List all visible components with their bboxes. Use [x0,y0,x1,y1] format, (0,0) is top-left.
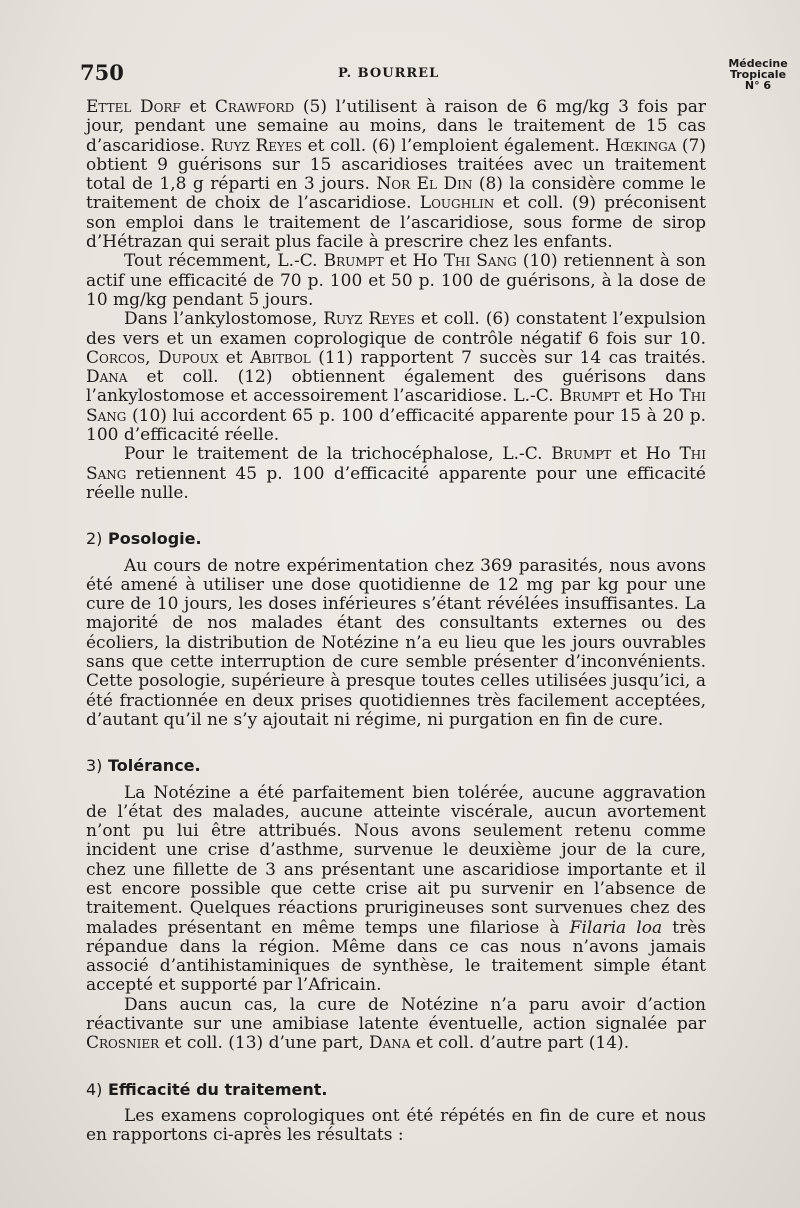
author-name: Loughlin [419,193,495,214]
species-name: Filaria loa [569,917,663,938]
author-name: Corcos [86,347,146,368]
journal-tag [724,58,792,91]
author-name: Brumpt [323,251,384,272]
author-name: Brumpt [551,444,612,465]
author-name: Crosnier [86,1033,160,1054]
author-name: Dupoux [157,347,219,368]
paragraph-amibiase: Dans aucun cas, la cure de Notézine n’a paru avoir d’action réactivante sur une amibiase latente éventuelle, action signalée par Crosnier et coll. (13) d’une part, Dana et coll. d’autre part (14). [86,994,706,1054]
author-name: Abitbol [250,347,311,368]
paragraph-recent-results: Tout récemment, L.-C. Brumpt et Ho Thi Sang (10) retiennent à son actif une efficacité de 70 p. 100 et 50 p. 100 de guérisons, à la dose de 10 mg/kg pendant 5 jours. [86,251,706,310]
author-name: Brumpt [559,386,620,407]
author-name: Thi Sang [86,386,706,426]
page-number: 750 [80,60,124,85]
paragraph-tolerance: La Notézine a été parfaitement bien tolérée, aucune aggravation de l’état des malades, aucune atteinte viscérale, aucun avortement n’ont pu lui être attribués. Nous avons seulement retenu comme incident une crise d’asthme, survenue le deuxième jour de la cure, chez une fillette de 3 ans présentant une ascaridiose importante et il est encore possible que cette crise ait pu survenir en l’absence de traitement. Quelques réactions prurigineuses sont survenues chez des malades présentant en même temps une filariose à Filaria loa très répandue dans la région. Même dans ce cas nous n’avons jamais associé d’antihistaminiques de synthèse, le traitement simple étant accepté et supporté par l’Africain. [86,782,706,996]
body-text [86,98,706,1146]
paragraph-posologie: Au cours de notre expérimentation chez 369 parasités, nous avons été amené à utiliser une dose quotidienne de 12 mg par kg pour une cure de 10 jours, les doses inférieures s’étant révélées insuffisantes. La majorité de nos malades étant des consultants externes ou des écoliers, la distribution de Notézine n’a eu lieu que les jours ouvrables sans que cette interruption de cure semble présenter d’inconvénients. Cette posologie, supérieure à presque toutes celles utilisées jusqu’ici, a été fractionnée en deux prises quotidiennes très facilement acceptées, d’autant qu’il ne s’y ajoutait ni régime, ni purgation en fin de cure. [86,555,706,730]
author-name: Ruyz Reyes [323,309,415,330]
author-name: Hœkinga [605,135,677,156]
journal-line: N° 6 [744,79,772,92]
author-name: Dana [369,1033,411,1054]
author-name: Dana [86,367,128,388]
author-name: Thi Sang [443,251,517,272]
paragraph-trichocephalose: Pour le traitement de la trichocéphalose, L.-C. Brumpt et Ho Thi Sang retiennent 45 p. 100 d’efficacité apparente pour une efficacité réelle nulle. [86,444,706,503]
journal-line: Médecine [728,57,788,70]
paragraph-ankylostomose: Dans l’ankylostomose, Ruyz Reyes et coll. (6) constatent l’expulsion des vers et un examen coprologique de contrôle négatif 6 fois sur 10. Corcos, Dupoux et Abitbol (11) rapportent 7 succès sur 14 cas traités. Dana et coll. (12) obtiennent également des guérisons dans l’ankylostomose et accessoirement l’ascaridiose. L.-C. Brumpt et Ho Thi Sang (10) lui accordent 65 p. 100 d’efficacité apparente pour 15 à 20 p. 100 d’efficacité réelle. [86,309,706,446]
section-heading-tolerance: 3) Tolérance. [86,756,201,776]
author-name: Nor El Din [376,174,473,195]
paragraph-efficacite: Les examens coprologiques ont été répétés en fin de cure et nous en rapportons ci-après les résultats : [86,1105,706,1146]
section-heading-efficacite: 4) Efficacité du traitement. [86,1079,328,1099]
running-head: P. BOURREL [338,66,440,81]
paragraph-ascaridiose-references: Ettel Dorf et Crawford (5) l’utilisent à raison de 6 mg/kg 3 fois par jour, pendant une semaine au moins, dans le traitement de 15 cas d’ascaridiose. Ruyz Reyes et coll. (6) l’emploient également. Hœkinga (7) obtient 9 guérisons sur 15 ascaridioses traitées avec un traitement total de 1,8 g réparti en 3 jours. Nor El Din (8) la considère comme le traitement de choix de l’ascaridiose. Loughlin et coll. (9) préconisent son emploi dans le traitement de l’ascaridiose, sous forme de sirop d’Hétrazan qui serait plus facile à prescrire chez les enfants. [86,97,707,253]
author-name: Ruyz Reyes [210,135,302,156]
author-name: Thi Sang [86,444,706,484]
author-name: Ettel Dorf [86,97,181,117]
journal-line: Tropicale [729,68,787,81]
author-name: Crawford [214,97,295,117]
page-header [80,60,700,90]
section-heading-posologie: 2) Posologie. [86,529,202,549]
